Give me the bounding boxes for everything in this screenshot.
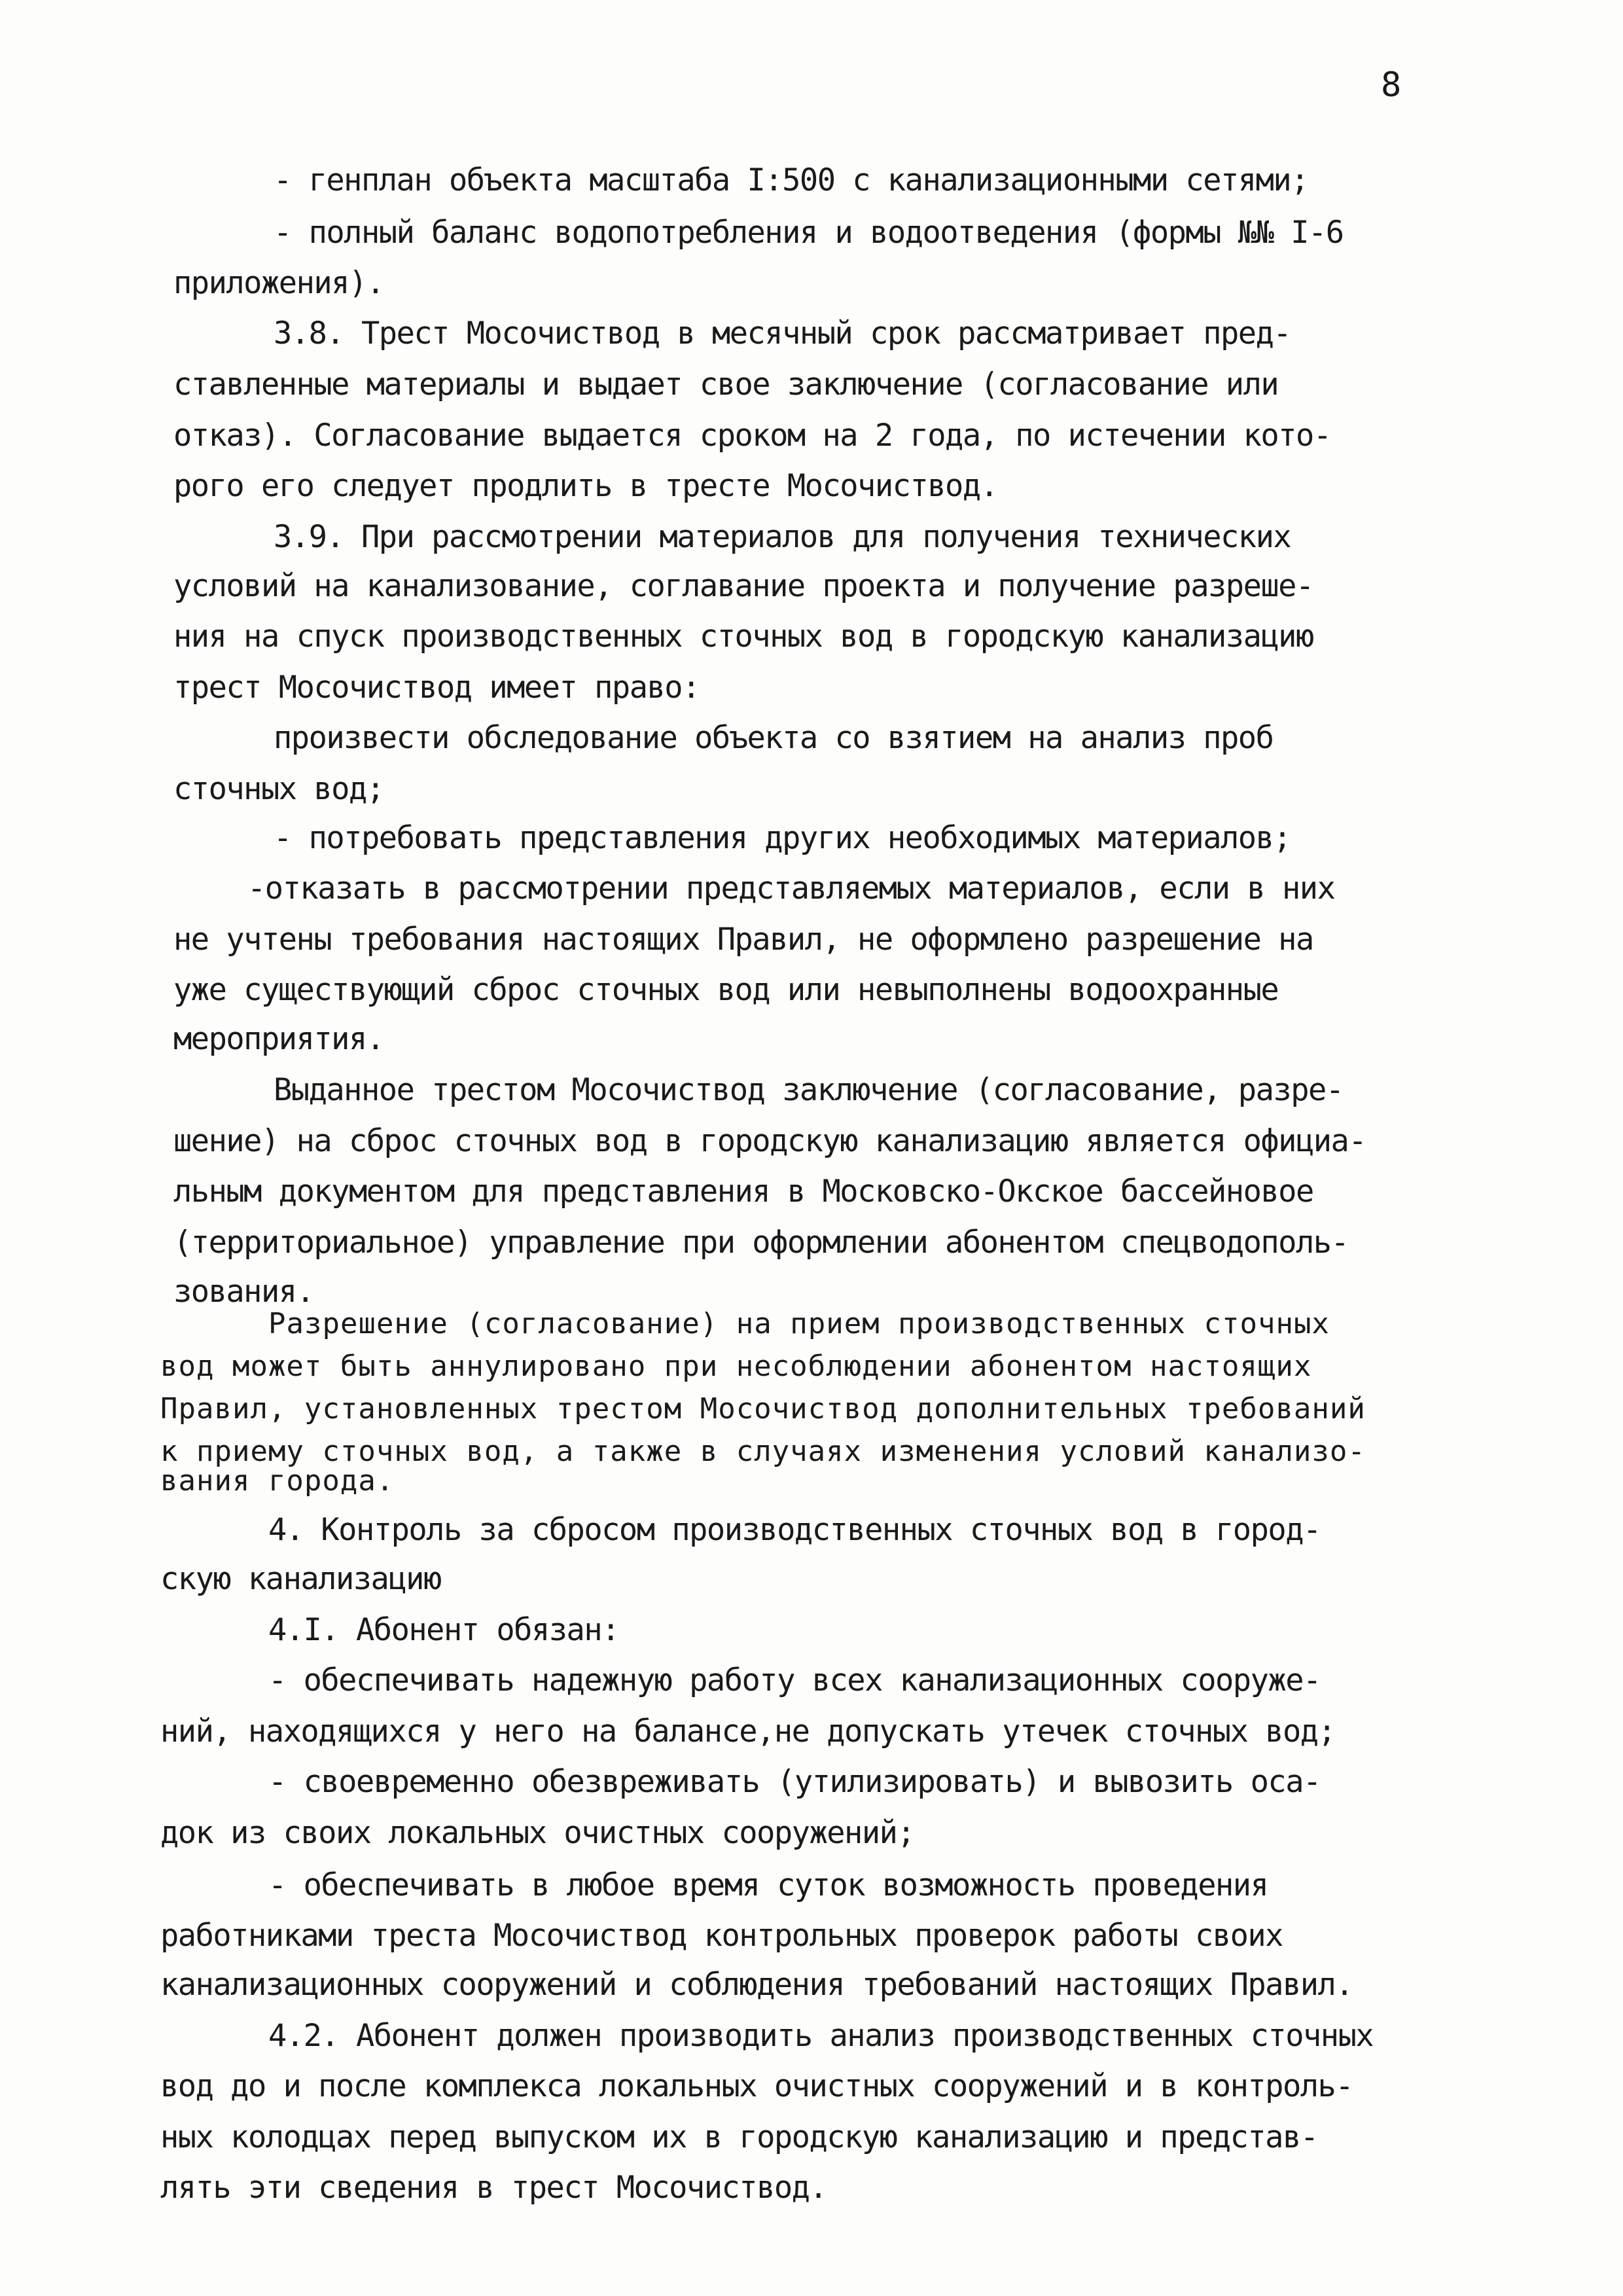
- text-line: уже существующий сброс сточных вод или невыполнены водоохранные: [173, 972, 1279, 1008]
- text-line: ний, находящихся у него на балансе,не допускать утечек сточных вод;: [160, 1713, 1336, 1749]
- text-line: 4.I. Абонент обязан:: [268, 1612, 619, 1648]
- text-line: сточных вод;: [173, 771, 384, 807]
- text-line: канализационных сооружений и соблюдения требований настоящих Правил.: [160, 1967, 1353, 2003]
- text-line: ния на спуск производственных сточных вод в городскую канализацию: [173, 619, 1313, 655]
- text-line: отказ). Согласование выдается сроком на 2 года, по истечении кото-: [173, 418, 1331, 454]
- text-line: - генплан объекта масштаба I:500 с канализационными сетями;: [274, 162, 1308, 198]
- text-line: (территориальное) управление при оформлении абонентом спецводополь-: [173, 1225, 1349, 1261]
- text-line: мероприятия.: [173, 1021, 384, 1057]
- text-line: лять эти сведения в трест Мосочиствод.: [160, 2170, 827, 2206]
- section-heading: скую канализацию: [160, 1561, 441, 1597]
- text-line: вод до и после комплекса локальных очистных сооружений и в контроль-: [160, 2068, 1353, 2104]
- text-line: к приему сточных вод, а также в случаях изменения условий канализо-: [160, 1435, 1366, 1468]
- text-line: трест Мосочиствод имеет право:: [173, 670, 700, 706]
- text-line: Выданное трестом Мосочиствод заключение (согласование, разре-: [274, 1072, 1344, 1108]
- text-line: не учтены требования настоящих Правил, не оформлено разрешение на: [173, 922, 1313, 958]
- text-line: 4.2. Абонент должен производить анализ производственных сточных: [268, 2018, 1374, 2054]
- text-line: -отказать в рассмотрении представляемых материалов, если в них: [247, 870, 1335, 906]
- text-line: - обеспечивать в любое время суток возможность проведения: [268, 1867, 1268, 1903]
- text-line: 3.8. Трест Мосочиствод в месячный срок рассматривает пред-: [274, 315, 1291, 351]
- text-line: вод может быть аннулировано при несоблюдении абонентом настоящих: [160, 1350, 1312, 1383]
- text-line: льным документом для представления в Московско-Окское бассейновое: [173, 1174, 1313, 1210]
- text-line: - обеспечивать надежную работу всех канализационных сооруже-: [268, 1662, 1321, 1698]
- text-line: Разрешение (согласование) на прием производственных сточных: [268, 1307, 1330, 1340]
- section-heading: 4. Контроль за сбросом производственных сточных вод в город-: [268, 1512, 1321, 1548]
- text-line: вания города.: [160, 1464, 395, 1498]
- text-line: условий на канализование, соглавание проекта и получение разреше-: [173, 568, 1313, 604]
- text-line: рого его следует продлить в тресте Мосочиствод.: [173, 468, 998, 504]
- text-line: - потребовать представления других необходимых материалов;: [274, 820, 1291, 856]
- text-line: - своевременно обезвреживать (утилизировать) и вывозить оса-: [268, 1764, 1321, 1800]
- page-number: 8: [1381, 65, 1402, 105]
- text-line: Правил, установленных трестом Мосочиствод дополнительных требований: [160, 1392, 1366, 1426]
- text-line: приложения).: [173, 265, 384, 301]
- text-line: - полный баланс водопотребления и водоотведения (формы №№ I-6: [274, 215, 1344, 251]
- text-line: док из своих локальных очистных сооружений;: [160, 1815, 915, 1851]
- text-line: шение) на сброс сточных вод в городскую канализацию является официа-: [173, 1123, 1366, 1159]
- text-line: зования.: [173, 1274, 314, 1310]
- text-line: работниками треста Мосочиствод контрольных проверок работы своих: [160, 1918, 1283, 1954]
- text-line: 3.9. При рассмотрении материалов для получения технических: [274, 519, 1291, 555]
- text-line: ных колодцах перед выпуском их в городскую канализацию и представ-: [160, 2119, 1318, 2155]
- text-line: ставленные материалы и выдает свое заключение (согласование или: [173, 367, 1279, 403]
- text-line: произвести обследование объекта со взятием на анализ проб: [274, 720, 1274, 756]
